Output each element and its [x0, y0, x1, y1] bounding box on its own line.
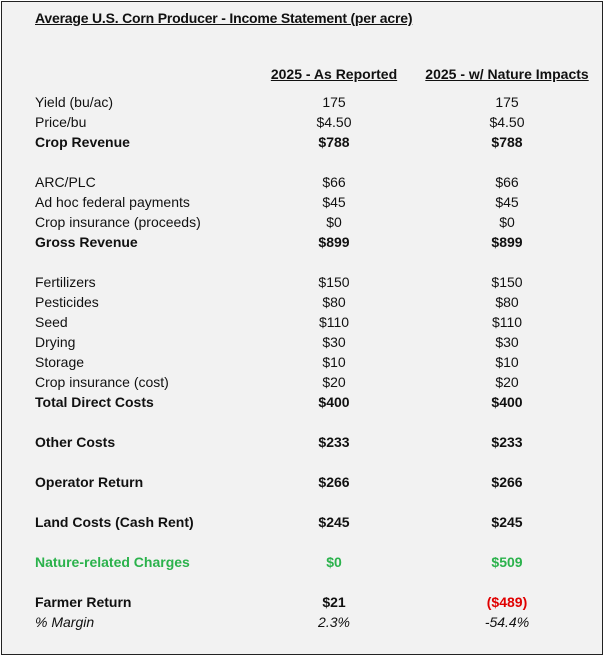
row-label: Total Direct Costs: [35, 394, 154, 410]
row-label: Crop insurance (proceeds): [35, 214, 201, 230]
table-row: [2, 554, 604, 574]
value-nature-impacts: $66: [495, 174, 519, 190]
row-label: Fertilizers: [35, 274, 96, 290]
table-row: [2, 434, 604, 454]
value-nature-impacts: $233: [491, 434, 523, 450]
row-label: Yield (bu/ac): [35, 94, 114, 110]
table-row: [2, 194, 604, 214]
table-row: [2, 174, 604, 194]
value-as-reported: $21: [322, 594, 346, 610]
value-nature-impacts: $245: [491, 514, 523, 530]
row-label: Land Costs (Cash Rent): [35, 514, 194, 530]
table-row: [2, 614, 604, 634]
value-nature-impacts: $899: [491, 234, 523, 250]
value-as-reported: $4.50: [316, 114, 352, 130]
row-label: Operator Return: [35, 474, 144, 490]
value-nature-impacts: $150: [491, 274, 523, 290]
value-nature-impacts: $788: [491, 134, 523, 150]
table-row: [2, 374, 604, 394]
row-label: Crop insurance (cost): [35, 374, 169, 390]
table-row: [2, 594, 604, 614]
value-nature-impacts: -54.4%: [484, 614, 530, 630]
table-row: [2, 274, 604, 294]
income-statement-sheet: [1, 1, 603, 655]
table-row: [2, 314, 604, 334]
value-nature-impacts: $20: [495, 374, 519, 390]
value-as-reported: $899: [318, 234, 350, 250]
row-label: Ad hoc federal payments: [35, 194, 190, 210]
value-as-reported: $150: [318, 274, 350, 290]
value-as-reported: $245: [318, 514, 350, 530]
value-as-reported: $233: [318, 434, 350, 450]
value-as-reported: $66: [322, 174, 346, 190]
value-as-reported: $0: [326, 554, 342, 570]
value-as-reported: $20: [322, 374, 346, 390]
value-nature-impacts: $30: [495, 334, 519, 350]
table-row: [2, 114, 604, 134]
value-nature-impacts: 175: [495, 94, 519, 110]
table-row: [2, 214, 604, 234]
table-row: [2, 334, 604, 354]
value-nature-impacts: ($489): [486, 594, 528, 610]
row-label: Price/bu: [35, 114, 87, 130]
statement-title: Average U.S. Corn Producer - Income Statement (per acre): [35, 10, 413, 26]
value-as-reported: $400: [318, 394, 350, 410]
value-as-reported: $30: [322, 334, 346, 350]
value-nature-impacts: $0: [499, 214, 515, 230]
value-nature-impacts: $45: [495, 194, 519, 210]
value-nature-impacts: $110: [491, 314, 523, 330]
row-label: Pesticides: [35, 294, 99, 310]
value-nature-impacts: $4.50: [489, 114, 525, 130]
row-label: Crop Revenue: [35, 134, 130, 150]
value-as-reported: $80: [322, 294, 346, 310]
value-as-reported: $10: [322, 354, 346, 370]
table-row: [2, 94, 604, 114]
row-label: Storage: [35, 354, 85, 370]
row-label: ARC/PLC: [35, 174, 96, 190]
column-header-as-reported: 2025 - As Reported: [270, 66, 398, 82]
column-header-nature-impacts: 2025 - w/ Nature Impacts: [425, 66, 589, 82]
value-as-reported: 2.3%: [318, 614, 350, 630]
row-label: % Margin: [35, 614, 95, 630]
row-label: Seed: [35, 314, 68, 330]
row-label: Drying: [35, 334, 76, 350]
table-row: [2, 474, 604, 494]
table-row: [2, 354, 604, 374]
row-label: Gross Revenue: [35, 234, 138, 250]
value-as-reported: $266: [318, 474, 350, 490]
row-label: Farmer Return: [35, 594, 132, 610]
table-row: [2, 514, 604, 534]
value-nature-impacts: $10: [495, 354, 519, 370]
value-as-reported: $45: [322, 194, 346, 210]
value-as-reported: 175: [322, 94, 346, 110]
value-nature-impacts: $80: [495, 294, 519, 310]
value-as-reported: $110: [318, 314, 350, 330]
value-nature-impacts: $400: [491, 394, 523, 410]
value-as-reported: $788: [318, 134, 350, 150]
row-label: Other Costs: [35, 434, 116, 450]
table-row: [2, 394, 604, 414]
value-as-reported: $0: [326, 214, 342, 230]
value-nature-impacts: $266: [491, 474, 523, 490]
value-nature-impacts: $509: [491, 554, 523, 570]
table-row: [2, 134, 604, 154]
row-label: Nature-related Charges: [35, 554, 190, 570]
table-row: [2, 234, 604, 254]
table-row: [2, 294, 604, 314]
